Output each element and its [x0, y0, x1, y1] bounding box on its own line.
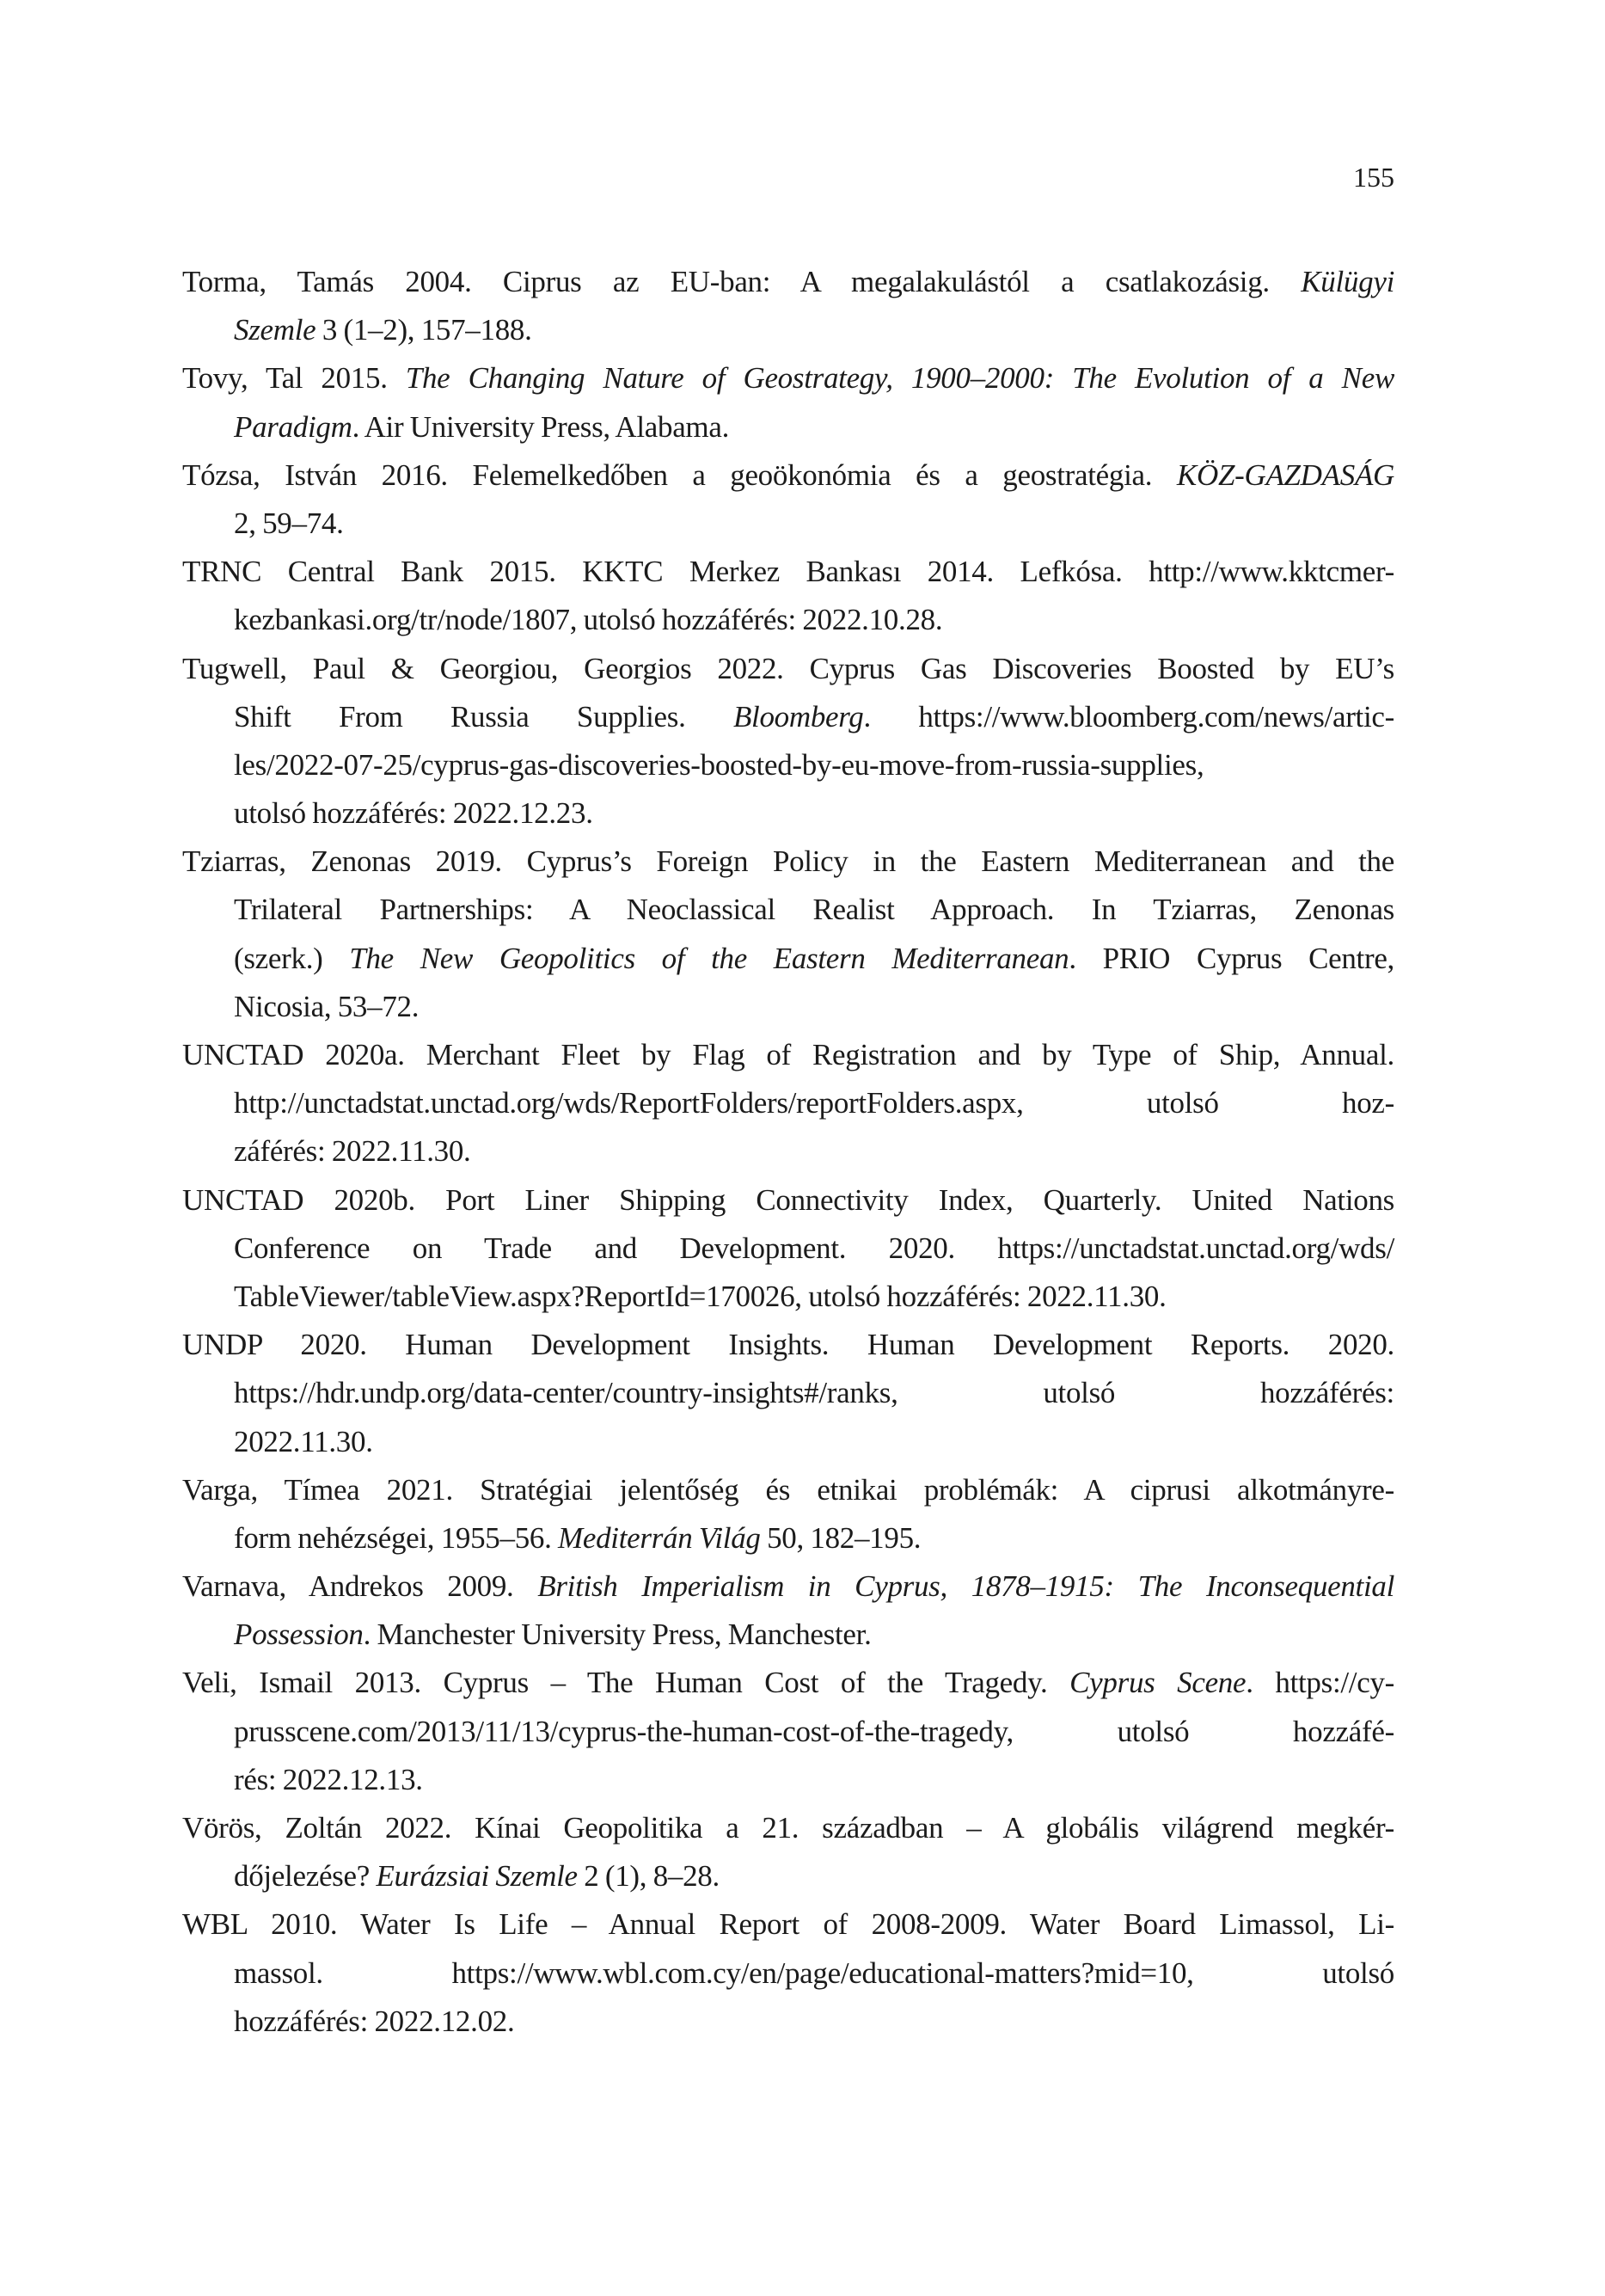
citation-text: UNCTAD 2020a. Merchant Fleet by Flag of Registration and by Type of Ship, Annual.	[182, 1038, 1394, 1071]
entry-line-text	[234, 1611, 1394, 1659]
entry-line-text	[234, 886, 1394, 934]
entry-line	[182, 403, 1394, 451]
citation-text: dőjelezése?	[234, 1859, 377, 1894]
entry-line	[182, 789, 1394, 838]
citation-text: rés: 2022.12.13.	[234, 1762, 423, 1796]
citation-text: Tovy, Tal 2015.	[182, 361, 406, 396]
entry-line	[182, 1079, 1394, 1127]
entry-line-text	[234, 935, 1394, 983]
entry-line	[182, 1127, 1394, 1176]
bibliography-entry	[182, 1031, 1394, 1176]
entry-line	[182, 1852, 1394, 1900]
entry-line	[182, 1031, 1394, 1079]
entry-line-text	[182, 258, 1394, 306]
entry-line-text	[234, 693, 1394, 741]
italic-title-text: Külügyi	[1301, 265, 1394, 298]
citation-text: TRNC Central Bank 2015. KKTC Merkez Bankası 2014. Lefkósa. http://www.kktcmer-	[182, 555, 1394, 589]
italic-title-text: KÖZ-GAZDASÁG	[1176, 457, 1394, 492]
citation-text: http://unctadstat.unctad.org/wds/ReportFolders/reportFolders.aspx, utolsó hoz-	[234, 1086, 1394, 1120]
citation-text: form nehézségei, 1955–56.	[234, 1520, 559, 1555]
page-number: 155	[1353, 162, 1394, 193]
citation-text: Tugwell, Paul & Georgiou, Georgios 2022. Cyprus Gas Discoveries Boosted by EU’s	[182, 651, 1394, 685]
italic-title-text: Paradigm	[234, 409, 352, 444]
italic-title-text: British Imperialism in Cyprus, 1878–1915: The Inconsequential	[537, 1569, 1394, 1604]
citation-text: záférés: 2022.11.30.	[234, 1134, 471, 1169]
entry-line	[182, 983, 1394, 1031]
entry-line-text	[234, 596, 1394, 644]
bibliography-entry	[182, 451, 1394, 548]
italic-title-text: Possession	[234, 1618, 364, 1652]
entry-line-text	[234, 789, 1394, 838]
entry-line	[182, 935, 1394, 983]
entry-line-text	[182, 1562, 1394, 1611]
citation-text: Trilateral Partnerships: A Neoclassical Realist Approach. In Tziarras, Zenonas	[234, 893, 1394, 927]
entry-line	[182, 1756, 1394, 1804]
entry-line-text	[234, 1998, 1394, 2046]
entry-line-text	[234, 1273, 1394, 1321]
citation-text: 2, 59–74.	[234, 506, 344, 540]
entry-line-text	[182, 1466, 1394, 1514]
bibliography-entry	[182, 258, 1394, 354]
citation-text: hozzáférés: 2022.12.02.	[234, 2004, 515, 2038]
italic-title-text: Mediterrán Világ	[558, 1520, 761, 1555]
entry-line-text	[182, 838, 1394, 886]
citation-text: kezbankasi.org/tr/node/1807, utolsó hozzáférés: 2022.10.28.	[234, 603, 943, 637]
bibliography-entry	[182, 838, 1394, 1031]
italic-title-text: Szemle	[234, 313, 316, 347]
bibliography-entry	[182, 1176, 1394, 1322]
bibliography-entry	[182, 1804, 1394, 1900]
citation-text: Tózsa, István 2016. Felemelkedőben a geoökonómia és a geostratégia.	[182, 457, 1177, 492]
entry-line	[182, 1466, 1394, 1514]
entry-line-text	[234, 403, 1394, 451]
entry-line-text	[234, 1418, 1394, 1466]
entry-line	[182, 1804, 1394, 1852]
citation-text: . https://cy-	[1246, 1666, 1395, 1700]
entry-line-text	[182, 354, 1394, 402]
entry-line-text	[234, 1127, 1394, 1176]
entry-line-text	[182, 1031, 1394, 1079]
entry-line-text	[182, 548, 1394, 596]
entry-line	[182, 838, 1394, 886]
entry-line	[182, 1176, 1394, 1225]
entry-line	[182, 1321, 1394, 1369]
entry-line	[182, 1273, 1394, 1321]
entry-line	[182, 1418, 1394, 1466]
citation-text: Tziarras, Zenonas 2019. Cyprus’s Foreign Policy in the Eastern Mediterranean and the	[182, 844, 1394, 879]
entry-line-text	[182, 645, 1394, 693]
citation-text: 2022.11.30.	[234, 1424, 373, 1458]
entry-line-text	[234, 1756, 1394, 1804]
entry-line-text	[234, 1852, 1394, 1900]
entry-line-text	[182, 1176, 1394, 1225]
italic-title-text: Bloomberg	[732, 699, 864, 734]
bibliography-list	[182, 258, 1394, 2046]
citation-text: 2 (1), 8–28.	[577, 1859, 720, 1894]
citation-text: UNDP 2020. Human Development Insights. Human Development Reports. 2020.	[182, 1328, 1394, 1362]
citation-text: (szerk.)	[234, 941, 350, 975]
bibliography-entry	[182, 1562, 1394, 1659]
entry-line	[182, 306, 1394, 354]
citation-text: utolsó hozzáférés: 2022.12.23.	[234, 796, 593, 831]
entry-line-text	[234, 983, 1394, 1031]
entry-line-text	[182, 1804, 1394, 1852]
bibliography-entry	[182, 1466, 1394, 1562]
citation-text: massol. https://www.wbl.com.cy/en/page/educational-matters?mid=10, utolsó	[234, 1955, 1394, 1990]
entry-line-text	[234, 741, 1394, 789]
entry-line	[182, 645, 1394, 693]
entry-line-text	[182, 1321, 1394, 1369]
citation-text: Vörös, Zoltán 2022. Kínai Geopolitika a 21. században – A globális világrend megkér-	[182, 1811, 1394, 1845]
italic-title-text: The New Geopolitics of the Eastern Mediterranean	[349, 941, 1069, 975]
entry-line	[182, 1514, 1394, 1562]
entry-line	[182, 1998, 1394, 2046]
citation-text: . https://www.bloomberg.com/news/artic-	[863, 699, 1394, 734]
citation-text: Torma, Tamás 2004. Ciprus az EU-ban: A megalakulástól a csatlakozásig.	[182, 265, 1302, 298]
citation-text: Varga, Tímea 2021. Stratégiai jelentőség és etnikai problémák: A ciprusi alkotmányre-	[182, 1472, 1394, 1507]
citation-text: Veli, Ismail 2013. Cyprus – The Human Cost of the Tragedy.	[182, 1666, 1070, 1700]
citation-text: Shift From Russia Supplies.	[234, 699, 733, 734]
entry-line	[182, 1562, 1394, 1611]
citation-text: les/2022-07-25/cyprus-gas-discoveries-boosted-by-eu-move-from-russia-supplies,	[234, 747, 1204, 782]
citation-text: . Manchester University Press, Manchester.	[363, 1618, 872, 1652]
citation-text: WBL 2010. Water Is Life – Annual Report of 2008-2009. Water Board Limassol, Li-	[182, 1907, 1394, 1942]
citation-text: prusscene.com/2013/11/13/cyprus-the-human-cost-of-the-tragedy, utolsó hozzáfé-	[234, 1714, 1394, 1748]
italic-title-text: Eurázsiai Szemle	[376, 1859, 578, 1894]
bibliography-entry	[182, 1321, 1394, 1466]
entry-line-text	[234, 1514, 1394, 1562]
entry-line-text	[182, 1659, 1394, 1707]
entry-line	[182, 1708, 1394, 1756]
citation-text: 50, 182–195.	[760, 1520, 922, 1555]
entry-line-text	[182, 1900, 1394, 1949]
entry-line	[182, 1611, 1394, 1659]
entry-line	[182, 354, 1394, 402]
entry-line	[182, 693, 1394, 741]
bibliography-entry	[182, 1900, 1394, 2046]
bibliography-entry	[182, 645, 1394, 838]
italic-title-text: Cyprus Scene	[1069, 1666, 1247, 1700]
entry-line	[182, 1225, 1394, 1273]
bibliography-entry	[182, 1659, 1394, 1804]
entry-line-text	[234, 1369, 1394, 1417]
citation-text: UNCTAD 2020b. Port Liner Shipping Connectivity Index, Quarterly. United Nations	[182, 1182, 1394, 1217]
citation-text: 3 (1–2), 157–188.	[315, 313, 532, 347]
entry-line	[182, 1949, 1394, 1998]
entry-line-text	[234, 1708, 1394, 1756]
entry-line	[182, 741, 1394, 789]
entry-line	[182, 596, 1394, 644]
entry-line-text	[182, 451, 1394, 500]
citation-text: . Air University Press, Alabama.	[352, 409, 730, 444]
citation-text: https://hdr.undp.org/data-center/country-insights#/ranks, utolsó hozzáférés:	[234, 1376, 1394, 1410]
entry-line	[182, 548, 1394, 596]
entry-line	[182, 1369, 1394, 1417]
entry-line-text	[234, 306, 1394, 354]
entry-line	[182, 886, 1394, 934]
entry-line-text	[234, 500, 1394, 548]
italic-title-text: The Changing Nature of Geostrategy, 1900–2000: The Evolution of a New	[405, 361, 1394, 396]
entry-line-text	[234, 1225, 1394, 1273]
citation-text: TableViewer/tableView.aspx?ReportId=170026, utolsó hozzáférés: 2022.11.30.	[234, 1279, 1167, 1313]
entry-line	[182, 1659, 1394, 1707]
citation-text: Conference on Trade and Development. 2020. https://unctadstat.unctad.org/wds/	[234, 1231, 1394, 1265]
bibliography-entry	[182, 354, 1394, 451]
citation-text: Varnava, Andrekos 2009.	[182, 1569, 538, 1604]
entry-line-text	[234, 1949, 1394, 1998]
entry-line-text	[234, 1079, 1394, 1127]
entry-line	[182, 451, 1394, 500]
citation-text: . PRIO Cyprus Centre,	[1069, 941, 1395, 975]
citation-text: Nicosia, 53–72.	[234, 989, 420, 1023]
entry-line	[182, 500, 1394, 548]
entry-line	[182, 258, 1394, 306]
bibliography-entry	[182, 548, 1394, 644]
entry-line	[182, 1900, 1394, 1949]
